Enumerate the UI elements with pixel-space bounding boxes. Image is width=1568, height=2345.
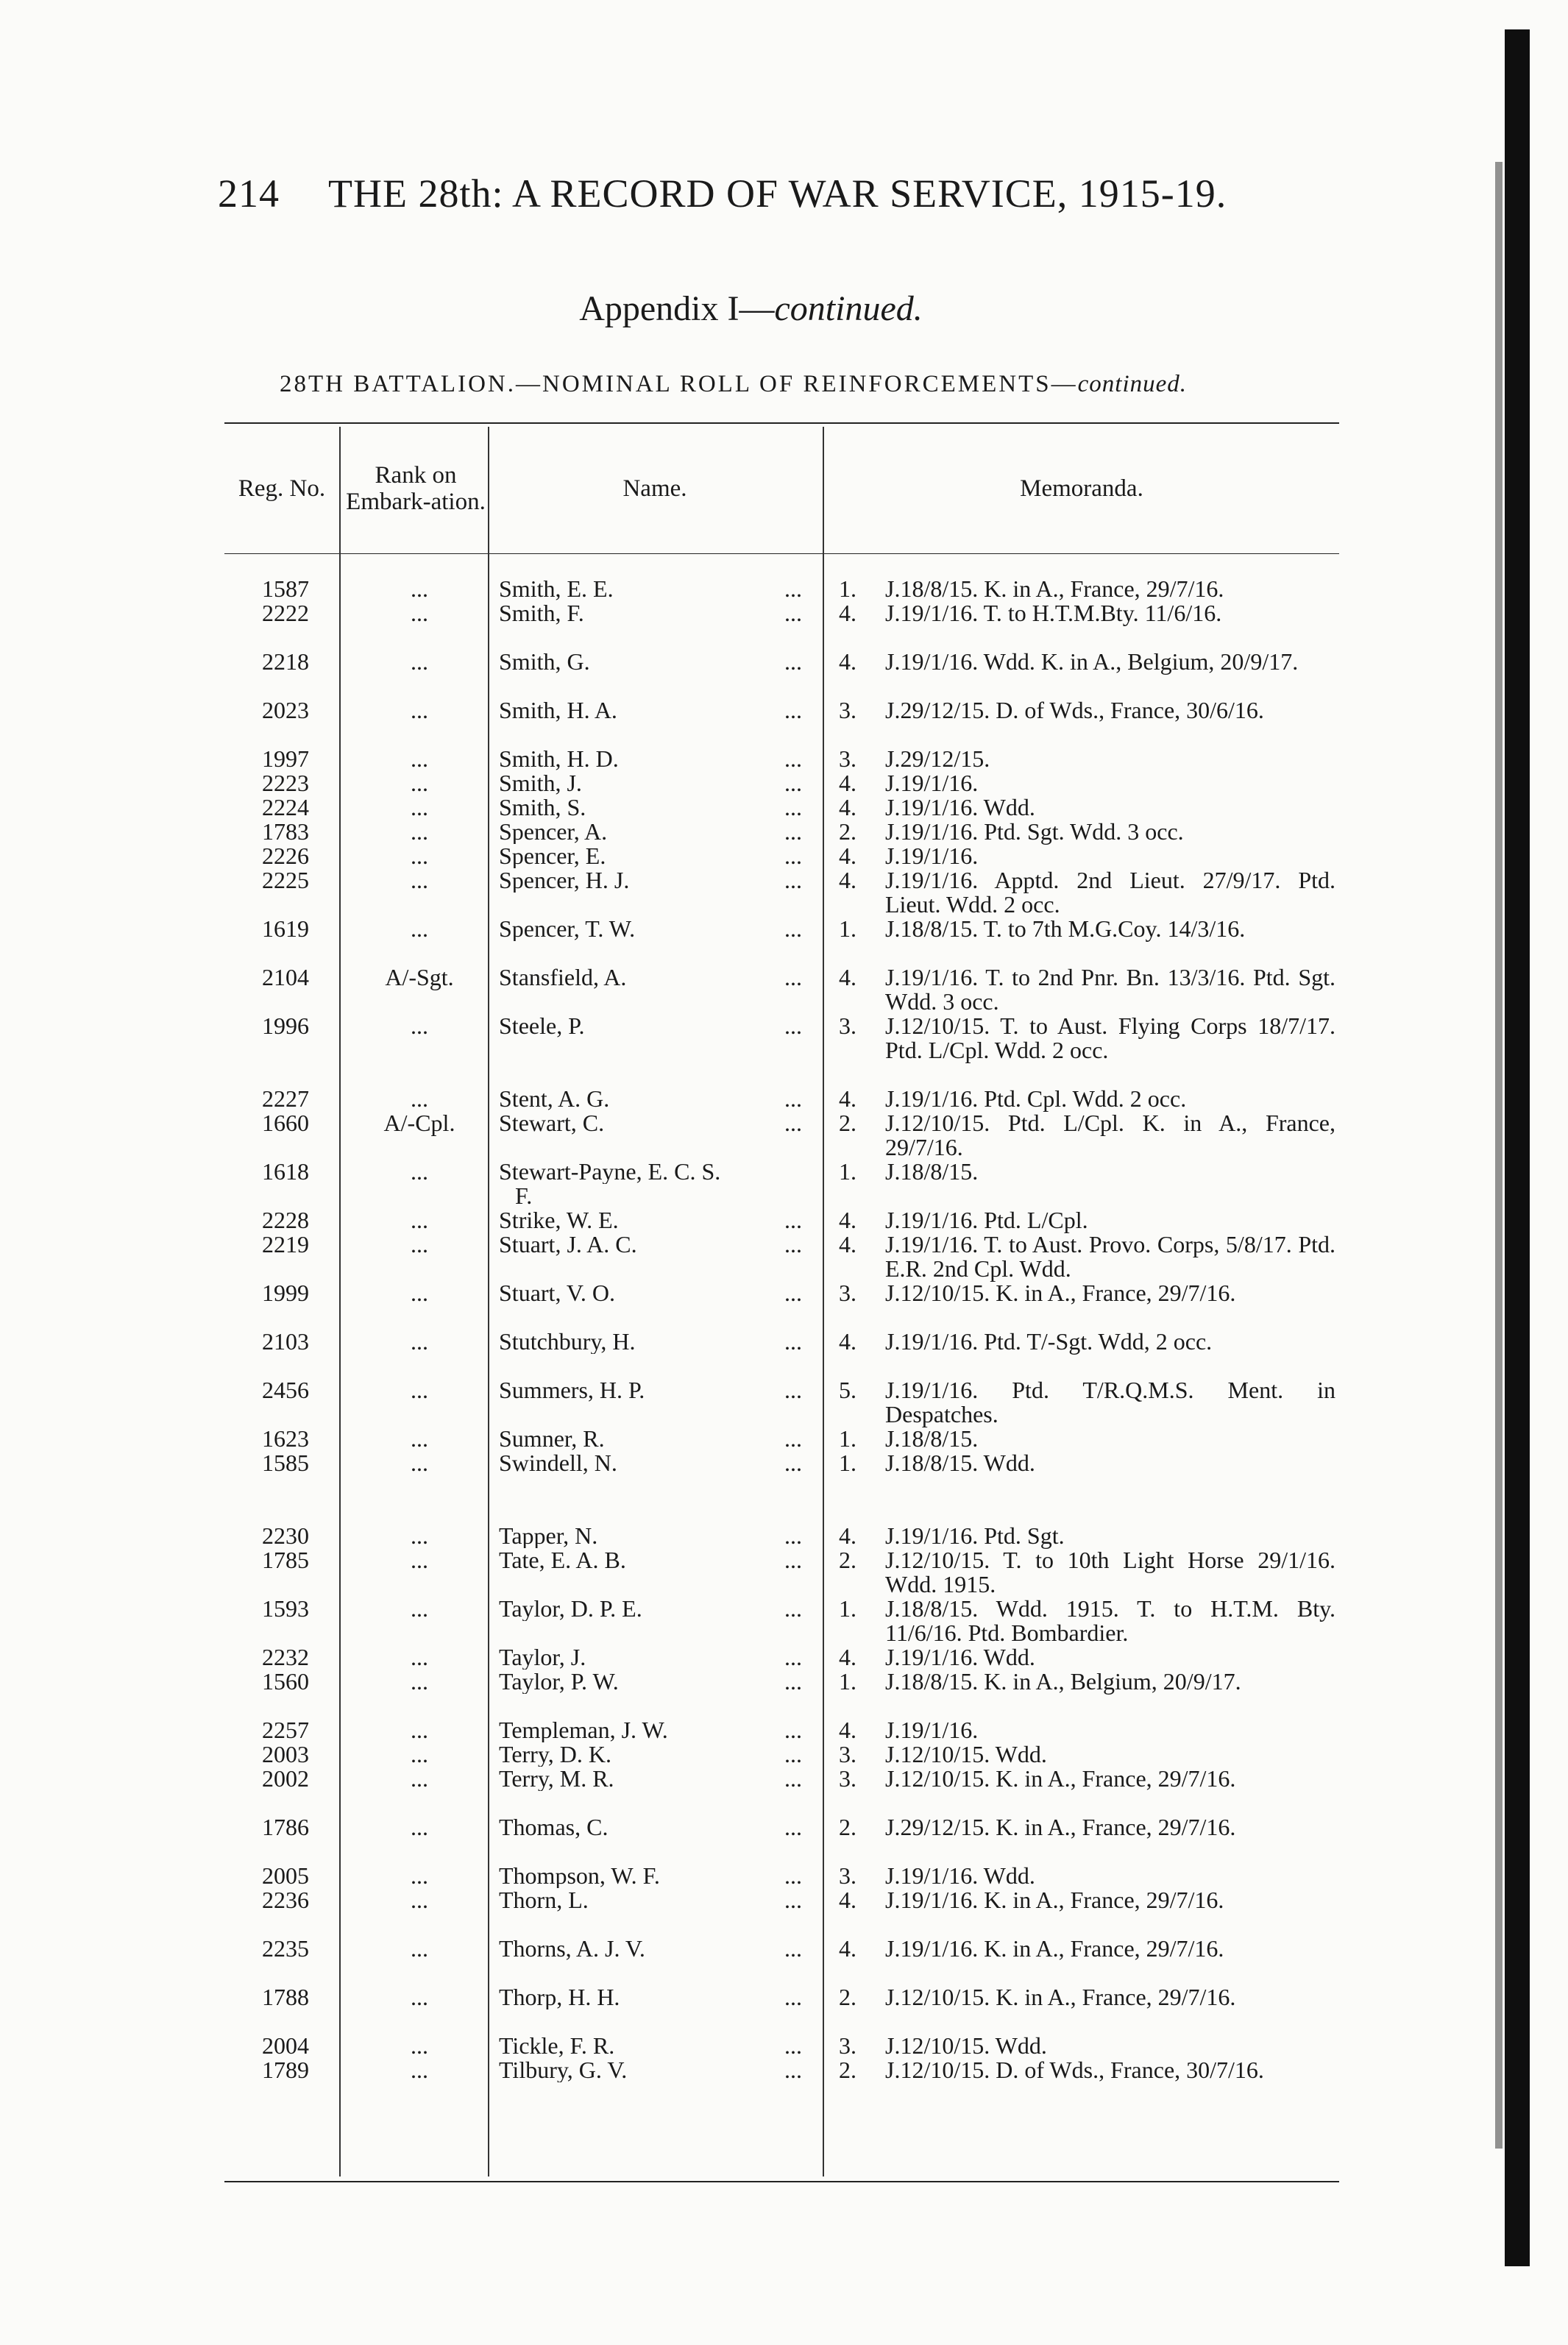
reg-number: 1593 xyxy=(262,1595,309,1622)
reinforcement-number: 2. xyxy=(839,818,856,845)
soldier-name: Stewart, C. xyxy=(499,1111,605,1135)
memoranda: J.19/1/16. Wdd. xyxy=(885,1862,1035,1889)
memoranda: J.12/10/15. D. of Wds., France, 30/7/16. xyxy=(885,2057,1264,2083)
reinforcement-number: 3. xyxy=(839,2032,856,2059)
reg-number: 1660 xyxy=(262,1110,309,1136)
leader-dots: ... xyxy=(784,867,802,893)
memoranda: J.19/1/16. Ptd. T/-Sgt. Wdd, 2 occ. xyxy=(885,1328,1213,1355)
memoranda: J.29/12/15. D. of Wds., France, 30/6/16. xyxy=(885,697,1264,723)
reg-number: 1789 xyxy=(262,2057,309,2083)
reinforcement-number: 2. xyxy=(839,1547,856,1573)
memoranda: J.19/1/16. Apptd. 2nd Lieut. 27/9/17. Ptd. Lieut. Wdd. 2 occ. xyxy=(885,867,1335,918)
soldier-name: Stuart, J. A. C. xyxy=(499,1232,637,1257)
memoranda: J.18/8/15. Wdd. 1915. T. to H.T.M. Bty. 11/6/16. Ptd. Bombardier. xyxy=(885,1595,1335,1646)
soldier-name: Summers, H. P. xyxy=(499,1378,645,1402)
leader-dots: ... xyxy=(784,1522,802,1549)
rank: A/-Cpl. xyxy=(383,1110,455,1136)
memoranda: J.29/12/15. xyxy=(885,745,990,772)
leader-dots: ... xyxy=(784,1450,802,1476)
rank: ... xyxy=(411,1522,428,1549)
reg-number: 2226 xyxy=(262,842,309,869)
leader-dots: ... xyxy=(784,1984,802,2010)
soldier-name: Smith, S. xyxy=(499,795,586,820)
memoranda: J.19/1/16. K. in A., France, 29/7/16. xyxy=(885,1935,1224,1962)
reinforcement-number: 4. xyxy=(839,842,856,869)
reg-number: 2219 xyxy=(262,1231,309,1257)
soldier-name: Stewart-Payne, E. C. S. xyxy=(499,1160,721,1184)
appendix-heading: Appendix I—continued. xyxy=(579,289,923,328)
reg-number: 2224 xyxy=(262,794,309,820)
reg-number: 1999 xyxy=(262,1280,309,1306)
memoranda: J.19/1/16. Wdd. xyxy=(885,1644,1035,1670)
table-row xyxy=(0,1014,1568,1087)
rank: ... xyxy=(411,1280,428,1306)
leader-dots: ... xyxy=(784,1717,802,1743)
column-header-rank: Rank on Embark-ation. xyxy=(346,462,486,515)
reinforcement-number: 1. xyxy=(839,1668,856,1695)
rank: ... xyxy=(411,1668,428,1695)
memoranda: J.19/1/16. xyxy=(885,770,979,796)
reg-number: 1619 xyxy=(262,915,309,942)
rank: ... xyxy=(411,1765,428,1792)
rank: ... xyxy=(411,1862,428,1889)
reg-number: 2218 xyxy=(262,648,309,675)
soldier-name: Steele, P. xyxy=(499,1014,585,1038)
leader-dots: ... xyxy=(784,1741,802,1767)
soldier-name: Thorp, H. H. xyxy=(499,1985,620,2009)
column-header-name: Name. xyxy=(622,475,687,502)
reinforcement-number: 3. xyxy=(839,1280,856,1306)
rank: ... xyxy=(411,794,428,820)
leader-dots: ... xyxy=(784,575,802,602)
soldier-name: Sumner, R. xyxy=(499,1427,605,1451)
reinforcement-number: 1. xyxy=(839,915,856,942)
memoranda: J.12/10/15. Wdd. xyxy=(885,2032,1047,2059)
reinforcement-number: 4. xyxy=(839,1085,856,1112)
rank: ... xyxy=(411,575,428,602)
running-header xyxy=(218,171,1227,216)
soldier-name: Tate, E. A. B. xyxy=(499,1548,626,1572)
table-row xyxy=(0,1815,1568,1864)
leader-dots: ... xyxy=(784,697,802,723)
roll-table-body xyxy=(0,577,1568,2107)
memoranda: J.12/10/15. K. in A., France, 29/7/16. xyxy=(885,1280,1236,1306)
rank: ... xyxy=(411,867,428,893)
memoranda: J.19/1/16. xyxy=(885,1717,979,1743)
memoranda: J.19/1/16. Ptd. T/R.Q.M.S. Ment. in Despatches. xyxy=(885,1377,1335,1427)
rank: ... xyxy=(411,1741,428,1767)
soldier-name: Spencer, A. xyxy=(499,820,608,844)
reg-number: 2232 xyxy=(262,1644,309,1670)
leader-dots: ... xyxy=(784,1887,802,1913)
memoranda: J.19/1/16. Ptd. L/Cpl. xyxy=(885,1207,1088,1233)
reg-number: 2223 xyxy=(262,770,309,796)
leader-dots: ... xyxy=(784,1814,802,1840)
soldier-name: Stuart, V. O. xyxy=(499,1281,615,1305)
table-row xyxy=(0,1670,1568,1718)
soldier-name: Thorn, L. xyxy=(499,1888,589,1912)
leader-dots: ... xyxy=(784,1668,802,1695)
rank: ... xyxy=(411,2032,428,2059)
leader-dots: ... xyxy=(784,1280,802,1306)
table-row xyxy=(0,1111,1568,1160)
reinforcement-number: 1. xyxy=(839,575,856,602)
table-row xyxy=(0,747,1568,771)
memoranda: J.12/10/15. Wdd. xyxy=(885,1741,1047,1767)
rank: ... xyxy=(411,1085,428,1112)
column-header-reg: Reg. No. xyxy=(238,475,326,502)
leader-dots: ... xyxy=(784,648,802,675)
reg-number: 2002 xyxy=(262,1765,309,1792)
reg-number: 2023 xyxy=(262,697,309,723)
memoranda: J.19/1/16. T. to 2nd Pnr. Bn. 13/3/16. Ptd. Sgt. Wdd. 3 occ. xyxy=(885,964,1335,1015)
reg-number: 2104 xyxy=(262,964,309,990)
memoranda: J.19/1/16. K. in A., France, 29/7/16. xyxy=(885,1887,1224,1913)
table-row xyxy=(0,2058,1568,2107)
soldier-name: Smith, J. xyxy=(499,771,582,795)
leader-dots: ... xyxy=(784,1595,802,1622)
soldier-name: Thomas, C. xyxy=(499,1815,609,1840)
page-number: 214 xyxy=(218,171,280,216)
rank: ... xyxy=(411,1935,428,1962)
reinforcement-number: 4. xyxy=(839,867,856,893)
soldier-name: Strike, W. E. xyxy=(499,1208,619,1232)
reg-number: 2230 xyxy=(262,1522,309,1549)
soldier-name: Stent, A. G. xyxy=(499,1087,610,1111)
appendix-suffix: continued. xyxy=(774,289,923,328)
rank: ... xyxy=(411,1984,428,2010)
leader-dots: ... xyxy=(784,1207,802,1233)
leader-dots: ... xyxy=(784,1012,802,1039)
table-row xyxy=(0,1378,1568,1427)
reinforcement-number: 4. xyxy=(839,1522,856,1549)
subtitle-main: 28TH BATTALION.—NOMINAL ROLL OF REINFORCEMENTS xyxy=(280,371,1051,397)
reg-number: 2005 xyxy=(262,1862,309,1889)
reinforcement-number: 3. xyxy=(839,1862,856,1889)
reg-number: 2257 xyxy=(262,1717,309,1743)
table-row xyxy=(0,820,1568,844)
soldier-name: Spencer, T. W. xyxy=(499,917,636,941)
table-row xyxy=(0,1427,1568,1451)
subtitle-suffix: continued. xyxy=(1077,371,1188,397)
table-row xyxy=(0,965,1568,1014)
reg-number: 1783 xyxy=(262,818,309,845)
memoranda: J.19/1/16. Ptd. Cpl. Wdd. 2 occ. xyxy=(885,1085,1187,1112)
memoranda: J.12/10/15. T. to Aust. Flying Corps 18/7/17. Ptd. L/Cpl. Wdd. 2 occ. xyxy=(885,1012,1335,1063)
reinforcement-number: 3. xyxy=(839,1741,856,1767)
soldier-name: Spencer, E. xyxy=(499,844,606,868)
table-row xyxy=(0,1451,1568,1475)
reinforcement-number: 4. xyxy=(839,964,856,990)
rank: ... xyxy=(411,1231,428,1257)
soldier-name: Smith, H. A. xyxy=(499,698,617,723)
section-gap xyxy=(0,1475,1568,1524)
reinforcement-number: 4. xyxy=(839,794,856,820)
leader-dots: ... xyxy=(784,600,802,626)
rank: ... xyxy=(411,915,428,942)
rank: ... xyxy=(411,745,428,772)
reg-number: 1585 xyxy=(262,1450,309,1476)
table-row xyxy=(0,1548,1568,1597)
reg-number: 2004 xyxy=(262,2032,309,2059)
table-row xyxy=(0,601,1568,650)
leader-dots: ... xyxy=(784,2032,802,2059)
reinforcement-number: 4. xyxy=(839,1207,856,1233)
soldier-name: Smith, G. xyxy=(499,650,590,674)
table-row xyxy=(0,650,1568,698)
table-row xyxy=(0,1888,1568,1937)
memoranda: J.18/8/15. Wdd. xyxy=(885,1450,1035,1476)
reg-number: 1786 xyxy=(262,1814,309,1840)
memoranda: J.19/1/16. Wdd. xyxy=(885,794,1035,820)
header-bottom-rule xyxy=(224,553,1339,554)
table-row xyxy=(0,771,1568,795)
reg-number: 2225 xyxy=(262,867,309,893)
reinforcement-number: 4. xyxy=(839,1887,856,1913)
appendix-label: Appendix I xyxy=(579,289,739,328)
reinforcement-number: 4. xyxy=(839,1935,856,1962)
rank: ... xyxy=(411,2057,428,2083)
soldier-name: Terry, D. K. xyxy=(499,1742,611,1767)
table-row xyxy=(0,2034,1568,2058)
reinforcement-number: 4. xyxy=(839,770,856,796)
reg-number: 2235 xyxy=(262,1935,309,1962)
rank: ... xyxy=(411,1717,428,1743)
reg-number: 1560 xyxy=(262,1668,309,1695)
leader-dots: ... xyxy=(784,915,802,942)
reinforcement-number: 4. xyxy=(839,600,856,626)
reinforcement-number: 1. xyxy=(839,1450,856,1476)
leader-dots: ... xyxy=(784,1425,802,1452)
leader-dots: ... xyxy=(784,818,802,845)
reg-number: 1618 xyxy=(262,1158,309,1185)
rank: ... xyxy=(411,770,428,796)
memoranda: J.12/10/15. T. to 10th Light Horse 29/1/16. Wdd. 1915. xyxy=(885,1547,1335,1597)
reinforcement-number: 3. xyxy=(839,697,856,723)
reinforcement-number: 4. xyxy=(839,648,856,675)
rank: ... xyxy=(411,697,428,723)
reinforcement-number: 3. xyxy=(839,1012,856,1039)
reg-number: 1996 xyxy=(262,1012,309,1039)
rank: ... xyxy=(411,1207,428,1233)
soldier-name: Thorns, A. J. V. xyxy=(499,1937,645,1961)
soldier-name: Smith, F. xyxy=(499,601,584,625)
reg-number: 1623 xyxy=(262,1425,309,1452)
table-row xyxy=(0,1524,1568,1548)
reinforcement-number: 1. xyxy=(839,1425,856,1452)
reinforcement-number: 4. xyxy=(839,1717,856,1743)
leader-dots: ... xyxy=(784,1328,802,1355)
rank: ... xyxy=(411,1450,428,1476)
leader-dots: ... xyxy=(784,745,802,772)
memoranda: J.12/10/15. Ptd. L/Cpl. K. in A., France, 29/7/16. xyxy=(885,1110,1335,1160)
table-row xyxy=(0,1597,1568,1645)
table-row xyxy=(0,1160,1568,1208)
book-title: THE 28th: A RECORD OF WAR SERVICE, 1915-19. xyxy=(328,171,1227,216)
reg-number: 1587 xyxy=(262,575,309,602)
leader-dots: ... xyxy=(784,1377,802,1403)
table-row xyxy=(0,1645,1568,1670)
soldier-name: Taylor, J. xyxy=(499,1645,586,1670)
table-row xyxy=(0,1718,1568,1742)
reg-number: 2228 xyxy=(262,1207,309,1233)
leader-dots: ... xyxy=(784,1547,802,1573)
reinforcement-number: 3. xyxy=(839,1765,856,1792)
rank: ... xyxy=(411,1644,428,1670)
memoranda: J.18/8/15. xyxy=(885,1158,979,1185)
rank: ... xyxy=(411,1328,428,1355)
reg-number: 1785 xyxy=(262,1547,309,1573)
table-row xyxy=(0,1087,1568,1111)
reinforcement-number: 4. xyxy=(839,1231,856,1257)
reg-number: 1997 xyxy=(262,745,309,772)
rank: A/-Sgt. xyxy=(385,964,454,990)
memoranda: J.18/8/15. T. to 7th M.G.Coy. 14/3/16. xyxy=(885,915,1246,942)
rank: ... xyxy=(411,1595,428,1622)
soldier-name: Terry, M. R. xyxy=(499,1767,614,1791)
soldier-name: Taylor, D. P. E. xyxy=(499,1597,642,1621)
reinforcement-number: 4. xyxy=(839,1644,856,1670)
memoranda: J.12/10/15. K. in A., France, 29/7/16. xyxy=(885,1765,1236,1792)
leader-dots: ... xyxy=(784,842,802,869)
reg-number: 1788 xyxy=(262,1984,309,2010)
memoranda: J.19/1/16. T. to H.T.M.Bty. 11/6/16. xyxy=(885,600,1222,626)
rank: ... xyxy=(411,818,428,845)
table-subtitle: 28TH BATTALION.—NOMINAL ROLL OF REINFORCEMENTS—continued. xyxy=(280,371,1188,397)
rank: ... xyxy=(411,1012,428,1039)
memoranda: J.19/1/16. Wdd. K. in A., Belgium, 20/9/17. xyxy=(885,648,1299,675)
rank: ... xyxy=(411,1887,428,1913)
reinforcement-number: 1. xyxy=(839,1158,856,1185)
table-row xyxy=(0,1281,1568,1330)
rank: ... xyxy=(411,1425,428,1452)
soldier-name: Taylor, P. W. xyxy=(499,1670,619,1694)
soldier-name: Smith, H. D. xyxy=(499,747,619,771)
leader-dots: ... xyxy=(784,1110,802,1136)
soldier-name-continuation: F. xyxy=(515,1184,533,1208)
reinforcement-number: 1. xyxy=(839,1595,856,1622)
reg-number: 2456 xyxy=(262,1377,309,1403)
leader-dots: ... xyxy=(784,1765,802,1792)
reinforcement-number: 5. xyxy=(839,1377,856,1403)
column-header-memoranda: Memoranda. xyxy=(1020,475,1143,502)
memoranda: J.19/1/16. T. to Aust. Provo. Corps, 5/8/17. Ptd. E.R. 2nd Cpl. Wdd. xyxy=(885,1231,1335,1282)
memoranda: J.18/8/15. K. in A., Belgium, 20/9/17. xyxy=(885,1668,1241,1695)
reinforcement-number: 3. xyxy=(839,745,856,772)
reinforcement-number: 2. xyxy=(839,1814,856,1840)
reinforcement-number: 4. xyxy=(839,1328,856,1355)
memoranda: J.19/1/16. Ptd. Sgt. xyxy=(885,1522,1065,1549)
soldier-name: Tilbury, G. V. xyxy=(499,2058,628,2082)
leader-dots: ... xyxy=(784,1644,802,1670)
soldier-name: Tickle, F. R. xyxy=(499,2034,615,2058)
table-bottom-rule xyxy=(224,2181,1339,2182)
table-row xyxy=(0,577,1568,601)
table-top-rule xyxy=(224,422,1339,424)
soldier-name: Spencer, H. J. xyxy=(499,868,630,893)
rank: ... xyxy=(411,600,428,626)
table-row xyxy=(0,1208,1568,1232)
soldier-name: Templeman, J. W. xyxy=(499,1718,668,1742)
reg-number: 2227 xyxy=(262,1085,309,1112)
rank: ... xyxy=(411,648,428,675)
table-row xyxy=(0,698,1568,747)
rank: ... xyxy=(411,1547,428,1573)
soldier-name: Tapper, N. xyxy=(499,1524,598,1548)
soldier-name: Smith, E. E. xyxy=(499,577,614,601)
table-row xyxy=(0,917,1568,965)
memoranda: J.12/10/15. K. in A., France, 29/7/16. xyxy=(885,1984,1236,2010)
soldier-name: Swindell, N. xyxy=(499,1451,617,1475)
memoranda: J.18/8/15. xyxy=(885,1425,979,1452)
reg-number: 2236 xyxy=(262,1887,309,1913)
table-row xyxy=(0,795,1568,820)
reinforcement-number: 2. xyxy=(839,1110,856,1136)
table-row xyxy=(0,1330,1568,1378)
table-row xyxy=(0,1742,1568,1767)
reinforcement-number: 2. xyxy=(839,1984,856,2010)
table-row xyxy=(0,868,1568,917)
leader-dots: ... xyxy=(784,794,802,820)
memoranda: J.18/8/15. K. in A., France, 29/7/16. xyxy=(885,575,1224,602)
reinforcement-number: 2. xyxy=(839,2057,856,2083)
memoranda: J.19/1/16. Ptd. Sgt. Wdd. 3 occ. xyxy=(885,818,1184,845)
memoranda: J.19/1/16. xyxy=(885,842,979,869)
table-row xyxy=(0,1985,1568,2034)
memoranda: J.29/12/15. K. in A., France, 29/7/16. xyxy=(885,1814,1236,1840)
table-row xyxy=(0,844,1568,868)
leader-dots: ... xyxy=(784,1231,802,1257)
table-row xyxy=(0,1864,1568,1888)
leader-dots: ... xyxy=(784,2057,802,2083)
leader-dots: ... xyxy=(784,1935,802,1962)
table-row xyxy=(0,1232,1568,1281)
leader-dots: ... xyxy=(784,1862,802,1889)
reg-number: 2003 xyxy=(262,1741,309,1767)
rank: ... xyxy=(411,1814,428,1840)
leader-dots: ... xyxy=(784,964,802,990)
rank: ... xyxy=(411,1158,428,1185)
rank: ... xyxy=(411,842,428,869)
leader-dots: ... xyxy=(784,770,802,796)
soldier-name: Thompson, W. F. xyxy=(499,1864,660,1888)
table-row xyxy=(0,1937,1568,1985)
leader-dots: ... xyxy=(784,1085,802,1112)
reg-number: 2103 xyxy=(262,1328,309,1355)
soldier-name: Stutchbury, H. xyxy=(499,1330,636,1354)
soldier-name: Stansfield, A. xyxy=(499,965,627,990)
rank: ... xyxy=(411,1377,428,1403)
table-row xyxy=(0,1767,1568,1815)
reg-number: 2222 xyxy=(262,600,309,626)
